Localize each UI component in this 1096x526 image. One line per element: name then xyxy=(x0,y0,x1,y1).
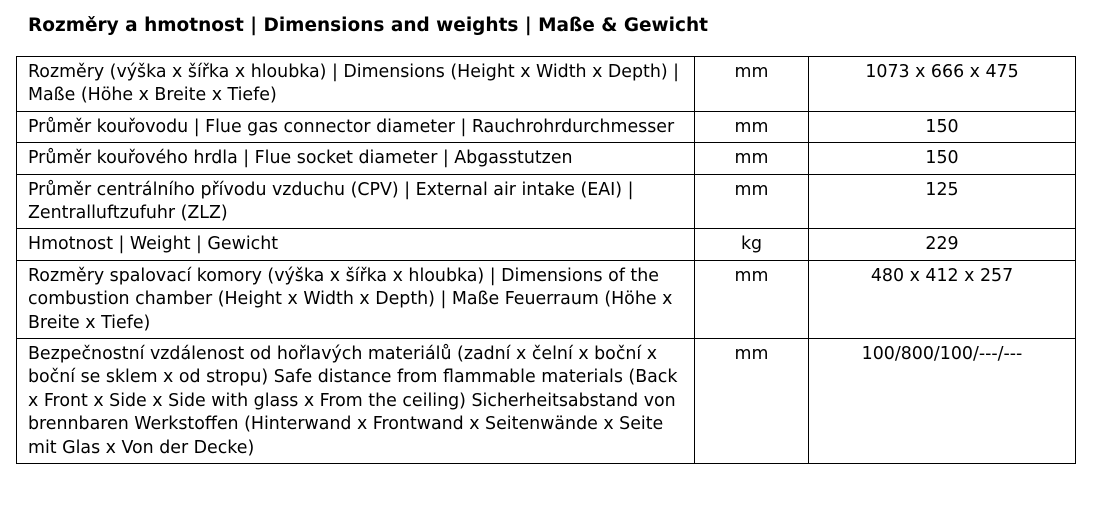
table-row xyxy=(17,111,1076,142)
row-unit: mm xyxy=(695,260,809,338)
row-description: Průměr kouřovodu | Flue gas connector diameter | Rauchrohrdurchmesser xyxy=(17,111,695,142)
dimensions-table xyxy=(16,56,1076,464)
table-row xyxy=(17,229,1076,260)
row-description: Hmotnost | Weight | Gewicht xyxy=(17,229,695,260)
row-value: 1073 x 666 x 475 xyxy=(809,57,1076,112)
table-row xyxy=(17,143,1076,174)
row-unit: mm xyxy=(695,57,809,112)
row-description: Průměr centrálního přívodu vzduchu (CPV) | External air intake (EAI) | Zentralluftzufuhr (ZLZ) xyxy=(17,174,695,229)
table-row xyxy=(17,260,1076,338)
row-description: Rozměry spalovací komory (výška x šířka x hloubka) | Dimensions of the combustion chamber (Height x Width x Depth) | Maße Feuerraum (Höhe x Breite x Tiefe) xyxy=(17,260,695,338)
page-title: Rozměry a hmotnost | Dimensions and weights | Maße & Gewicht xyxy=(28,15,708,36)
row-value: 480 x 412 x 257 xyxy=(809,260,1076,338)
row-description: Rozměry (výška x šířka x hloubka) | Dimensions (Height x Width x Depth) | Maße (Höhe x Breite x Tiefe) xyxy=(17,57,695,112)
row-unit: mm xyxy=(695,143,809,174)
row-unit: mm xyxy=(695,174,809,229)
table-row xyxy=(17,339,1076,464)
row-unit: kg xyxy=(695,229,809,260)
row-value: 229 xyxy=(809,229,1076,260)
row-value: 150 xyxy=(809,143,1076,174)
table-row xyxy=(17,57,1076,112)
row-description: Bezpečnostní vzdálenost od hořlavých materiálů (zadní x čelní x boční x boční se sklem x od stropu) Safe distance from flammable materials (Back x Front x Side x Side with glass x From the ceiling) Sicherheitsabstand von brennbaren Werkstoffen (Hinterwand x Frontwand x Seitenwände x Seite mit Glas x Von der Decke) xyxy=(17,339,695,464)
row-value: 150 xyxy=(809,111,1076,142)
row-value: 100/800/100/---/--- xyxy=(809,339,1076,464)
row-unit: mm xyxy=(695,111,809,142)
table-row xyxy=(17,174,1076,229)
row-value: 125 xyxy=(809,174,1076,229)
row-description: Průměr kouřového hrdla | Flue socket diameter | Abgasstutzen xyxy=(17,143,695,174)
row-unit: mm xyxy=(695,339,809,464)
